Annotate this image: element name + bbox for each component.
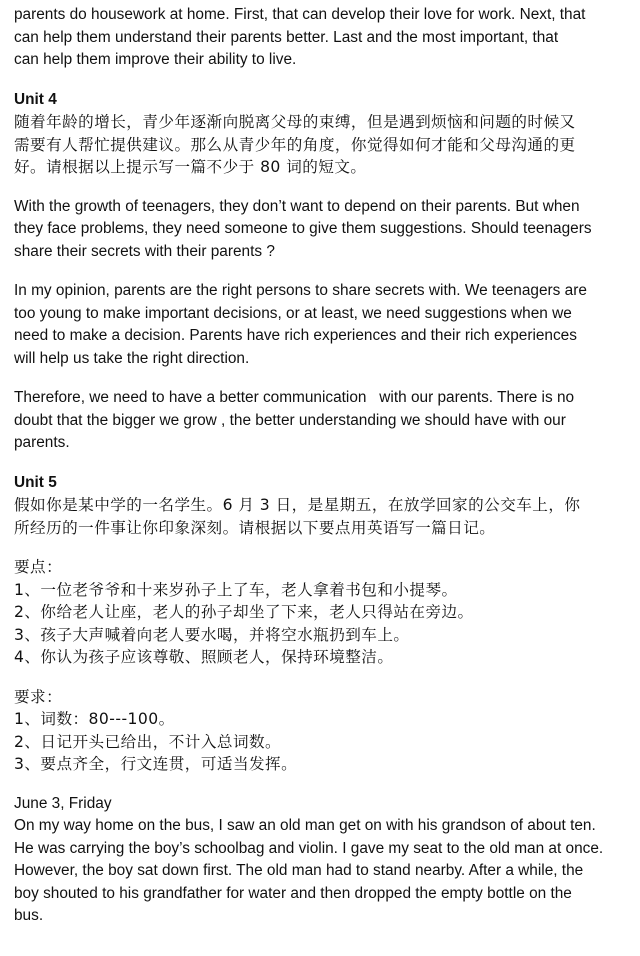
intro-paragraph [14,4,628,72]
text-line: 所经历的一件事让你印象深刻。请根据以下要点用英语写一篇日记。 [14,518,496,537]
unit4-prompt [14,111,628,179]
list-item: 1、一位老爷爷和十来岁孙子上了车，老人拿着书包和小提琴。 [14,580,458,599]
text-line: boy shouted to his grandfather for water and then dropped the empty bottle on the [14,884,572,902]
requirements-title: 要求： [14,687,63,706]
text-line: 随着年龄的增长，青少年逐渐向脱离父母的束缚，但是遇到烦恼和问题的时候又 [14,113,576,131]
unit5-diary [14,793,628,928]
diary-date: June 3, Friday [14,794,112,812]
unit5-heading: Unit 5 [14,473,57,491]
unit5-requirements [14,686,628,776]
unit5-points [14,556,628,669]
text-line: Therefore, we need to have a better communication with our parents. There is no [14,389,575,406]
document-page [14,4,628,945]
text-line: will help us take the right direction. [14,349,250,367]
list-item: 3、要点齐全，行文连贯，可适当发挥。 [14,755,298,773]
list-item: 4、你认为孩子应该尊敬、照顾老人，保持环境整洁。 [14,648,394,666]
text-line: bus. [14,907,44,924]
text-line: 需要有人帮忙提供建议。那么从青少年的角度，你觉得如何才能和父母沟通的更 [14,135,576,154]
text-line: can help them understand their parents better. Last and the most important, that [14,28,559,46]
text-line: 假如你是某中学的一名学生。6 月 3 日，是星期五，在放学回家的公交车上，你 [14,496,581,514]
list-item: 2、你给老人让座，老人的孙子却坐了下来，老人只得站在旁边。 [14,603,474,621]
list-item: 2、日记开头已给出，不计入总词数。 [14,732,282,751]
unit4-heading: Unit 4 [14,90,57,108]
unit4-essay-paragraph-3 [14,387,628,455]
list-item: 1、词数：80---100。 [14,710,175,728]
text-line: parents do housework at home. First, that can develop their love for work. Next, that [14,6,586,23]
text-line: With the growth of teenagers, they don’t want to depend on their parents. But when [14,197,580,215]
text-line: On my way home on the bus, I saw an old man get on with his grandson of about ten. [14,817,596,834]
text-line: need to make a decision. Parents have rich experiences and their rich experiences [14,327,577,344]
text-line: can help them improve their ability to live. [14,51,297,68]
text-line: share their secrets with their parents ? [14,242,275,260]
text-line: they face problems, they need someone to give them suggestions. Should teenagers [14,220,592,237]
text-line: too young to make important decisions, or at least, we need suggestions when we [14,304,572,322]
text-line: parents. [14,434,70,451]
unit4-essay-paragraph-2 [14,280,628,370]
text-line: He was carrying the boy’s schoolbag and violin. I gave my seat to the old man at once. [14,839,604,857]
unit5-prompt [14,494,628,539]
text-line: doubt that the bigger we grow , the better understanding we should have with our [14,411,566,429]
text-line: 好。请根据以上提示写一篇不少于 80 词的短文。 [14,158,367,176]
list-item: 3、孩子大声喊着向老人要水喝，并将空水瓶扔到车上。 [14,625,410,644]
text-line: However, the boy sat down first. The old man had to stand nearby. After a while, the [14,862,584,879]
points-title: 要点： [14,558,63,576]
text-line: In my opinion, parents are the right persons to share secrets with. We teenagers are [14,282,587,299]
unit4-essay-paragraph-1 [14,196,628,264]
